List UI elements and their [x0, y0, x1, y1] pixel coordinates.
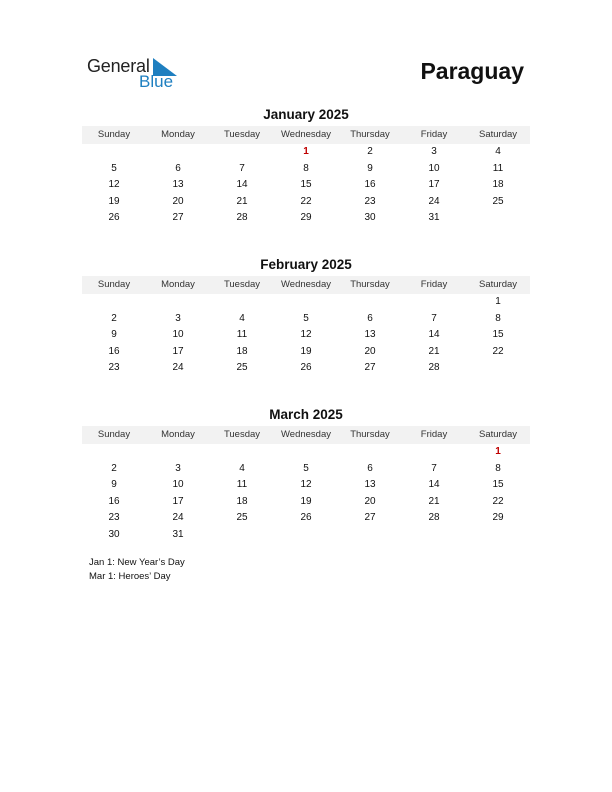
holiday-day-cell: 1 [495, 446, 501, 457]
empty-day-cell [82, 144, 146, 161]
week-row [82, 461, 530, 478]
week-row [82, 444, 530, 461]
day-cell: 3 [431, 146, 437, 157]
weekday-label: Wednesday [281, 279, 331, 290]
week-row [82, 360, 530, 377]
day-cell: 6 [367, 312, 373, 324]
day-cell: 29 [492, 512, 504, 524]
weekday-header [82, 276, 530, 294]
holiday-day-cell: 1 [303, 146, 309, 157]
day-grid [82, 444, 530, 544]
weekday-label: Thursday [350, 279, 390, 290]
empty-day-cell [338, 527, 402, 544]
day-cell: 16 [364, 179, 376, 191]
month-february [82, 256, 530, 377]
empty-day-cell [402, 294, 466, 311]
day-cell: 7 [431, 312, 437, 324]
day-cell: 26 [300, 512, 312, 524]
day-grid [82, 144, 530, 227]
day-cell: 4 [239, 462, 245, 474]
day-cell: 27 [172, 212, 184, 224]
weekday-label: Thursday [350, 429, 390, 440]
weekday-label: Sunday [97, 429, 131, 440]
empty-day-cell [82, 444, 146, 461]
day-cell: 16 [108, 345, 120, 357]
day-cell: 27 [364, 512, 376, 524]
day-cell: 10 [428, 162, 440, 174]
day-cell: 18 [236, 345, 248, 357]
weekday-label: Tuesday [223, 279, 261, 290]
empty-day-cell [274, 294, 338, 311]
day-cell: 31 [172, 528, 184, 540]
empty-day-cell [466, 360, 530, 377]
day-cell: 8 [303, 162, 309, 174]
day-cell: 30 [364, 212, 376, 224]
day-cell: 25 [492, 195, 504, 207]
day-cell: 19 [300, 495, 312, 507]
day-cell: 4 [239, 312, 245, 324]
day-cell: 22 [492, 345, 504, 357]
day-cell: 3 [175, 312, 181, 324]
weekday-label: Monday [161, 129, 195, 140]
empty-day-cell [146, 294, 210, 311]
week-row [82, 194, 530, 211]
day-cell: 1 [495, 296, 501, 307]
day-cell: 10 [172, 479, 184, 491]
empty-day-cell [82, 294, 146, 311]
empty-day-cell [146, 444, 210, 461]
day-cell: 17 [172, 345, 184, 357]
day-cell: 27 [364, 362, 376, 374]
country-title: Paraguay [420, 58, 524, 84]
holiday-notes [89, 556, 185, 584]
week-row [82, 210, 530, 227]
week-row [82, 294, 530, 311]
day-cell: 22 [300, 195, 312, 207]
day-cell: 14 [428, 329, 440, 341]
logo-blue-text: Blue [139, 72, 174, 91]
day-cell: 5 [303, 312, 309, 324]
day-cell: 9 [111, 479, 117, 491]
week-row [82, 344, 530, 361]
day-cell: 9 [367, 162, 373, 174]
weekday-label: Saturday [478, 279, 518, 290]
day-cell: 15 [492, 479, 504, 491]
weekday-label: Tuesday [223, 429, 261, 440]
generalblue-logo [87, 56, 187, 92]
weekday-label: Friday [420, 429, 448, 440]
day-cell: 20 [364, 495, 376, 507]
weekday-label: Thursday [350, 129, 390, 140]
day-cell: 26 [108, 212, 120, 224]
day-cell: 24 [172, 512, 184, 524]
weekday-label: Saturday [478, 129, 518, 140]
weekday-label: Wednesday [281, 429, 331, 440]
week-row [82, 477, 530, 494]
day-cell: 15 [492, 329, 504, 341]
day-cell: 7 [431, 462, 437, 474]
week-row [82, 177, 530, 194]
day-cell: 25 [236, 362, 248, 374]
day-cell: 6 [367, 462, 373, 474]
weekday-label: Sunday [97, 279, 131, 290]
day-cell: 7 [239, 162, 245, 174]
empty-day-cell [210, 294, 274, 311]
week-row [82, 510, 530, 527]
holiday-note: Mar 1: Heroes’ Day [89, 571, 171, 582]
month-january [82, 106, 530, 227]
weekday-label: Tuesday [223, 129, 261, 140]
day-cell: 23 [108, 362, 120, 374]
day-cell: 14 [236, 179, 248, 191]
day-cell: 28 [236, 212, 248, 224]
empty-day-cell [466, 210, 530, 227]
day-cell: 20 [364, 345, 376, 357]
weekday-label: Friday [420, 129, 448, 140]
empty-day-cell [274, 527, 338, 544]
day-cell: 14 [428, 479, 440, 491]
month-march [82, 406, 530, 544]
empty-day-cell [402, 527, 466, 544]
day-cell: 17 [172, 495, 184, 507]
day-cell: 3 [175, 462, 181, 474]
day-cell: 23 [364, 195, 376, 207]
day-cell: 21 [236, 195, 248, 207]
weekday-label: Monday [161, 279, 195, 290]
empty-day-cell [274, 444, 338, 461]
day-cell: 11 [492, 162, 504, 174]
day-cell: 18 [236, 495, 248, 507]
day-cell: 8 [495, 312, 501, 324]
day-cell: 2 [111, 312, 117, 324]
day-cell: 5 [303, 462, 309, 474]
day-cell: 21 [428, 345, 440, 357]
day-cell: 28 [428, 512, 440, 524]
day-cell: 20 [172, 195, 184, 207]
day-cell: 31 [428, 212, 440, 224]
day-cell: 11 [236, 329, 248, 341]
day-cell: 24 [172, 362, 184, 374]
day-cell: 13 [364, 479, 376, 491]
empty-day-cell [338, 444, 402, 461]
day-grid [82, 294, 530, 377]
day-cell: 12 [300, 329, 312, 341]
day-cell: 21 [428, 495, 440, 507]
weekday-label: Sunday [97, 129, 131, 140]
empty-day-cell [402, 444, 466, 461]
day-cell: 15 [300, 179, 312, 191]
weekday-label: Wednesday [281, 129, 331, 140]
week-row [82, 494, 530, 511]
day-cell: 23 [108, 512, 120, 524]
day-cell: 22 [492, 495, 504, 507]
day-cell: 28 [428, 362, 440, 374]
day-cell: 8 [495, 462, 501, 474]
empty-day-cell [338, 294, 402, 311]
day-cell: 19 [300, 345, 312, 357]
day-cell: 2 [111, 462, 117, 474]
day-cell: 12 [108, 179, 120, 191]
holiday-note: Jan 1: New Year’s Day [89, 557, 185, 568]
weekday-label: Monday [161, 429, 195, 440]
day-cell: 6 [175, 162, 181, 174]
day-cell: 4 [495, 146, 501, 157]
month-title: January 2025 [263, 107, 349, 122]
day-cell: 13 [364, 329, 376, 341]
weekday-header [82, 426, 530, 444]
empty-day-cell [210, 144, 274, 161]
day-cell: 24 [428, 195, 440, 207]
logo-general-text: General [87, 56, 150, 76]
weekday-header [82, 126, 530, 144]
weekday-label: Saturday [478, 429, 518, 440]
day-cell: 18 [492, 179, 504, 191]
month-title: February 2025 [260, 257, 352, 272]
empty-day-cell [466, 527, 530, 544]
empty-day-cell [210, 527, 274, 544]
weekday-label: Friday [420, 279, 448, 290]
day-cell: 16 [108, 495, 120, 507]
day-cell: 9 [111, 329, 117, 341]
week-row [82, 161, 530, 178]
week-row [82, 144, 530, 161]
month-title: March 2025 [269, 407, 343, 422]
day-cell: 30 [108, 528, 120, 540]
day-cell: 19 [108, 195, 120, 207]
week-row [82, 311, 530, 328]
empty-day-cell [210, 444, 274, 461]
week-row [82, 327, 530, 344]
empty-day-cell [146, 144, 210, 161]
day-cell: 12 [300, 479, 312, 491]
week-row [82, 527, 530, 544]
day-cell: 29 [300, 212, 312, 224]
day-cell: 2 [367, 146, 373, 157]
day-cell: 11 [236, 479, 248, 491]
day-cell: 13 [172, 179, 184, 191]
day-cell: 5 [111, 162, 117, 174]
day-cell: 26 [300, 362, 312, 374]
day-cell: 17 [428, 179, 440, 191]
day-cell: 10 [172, 329, 184, 341]
day-cell: 25 [236, 512, 248, 524]
